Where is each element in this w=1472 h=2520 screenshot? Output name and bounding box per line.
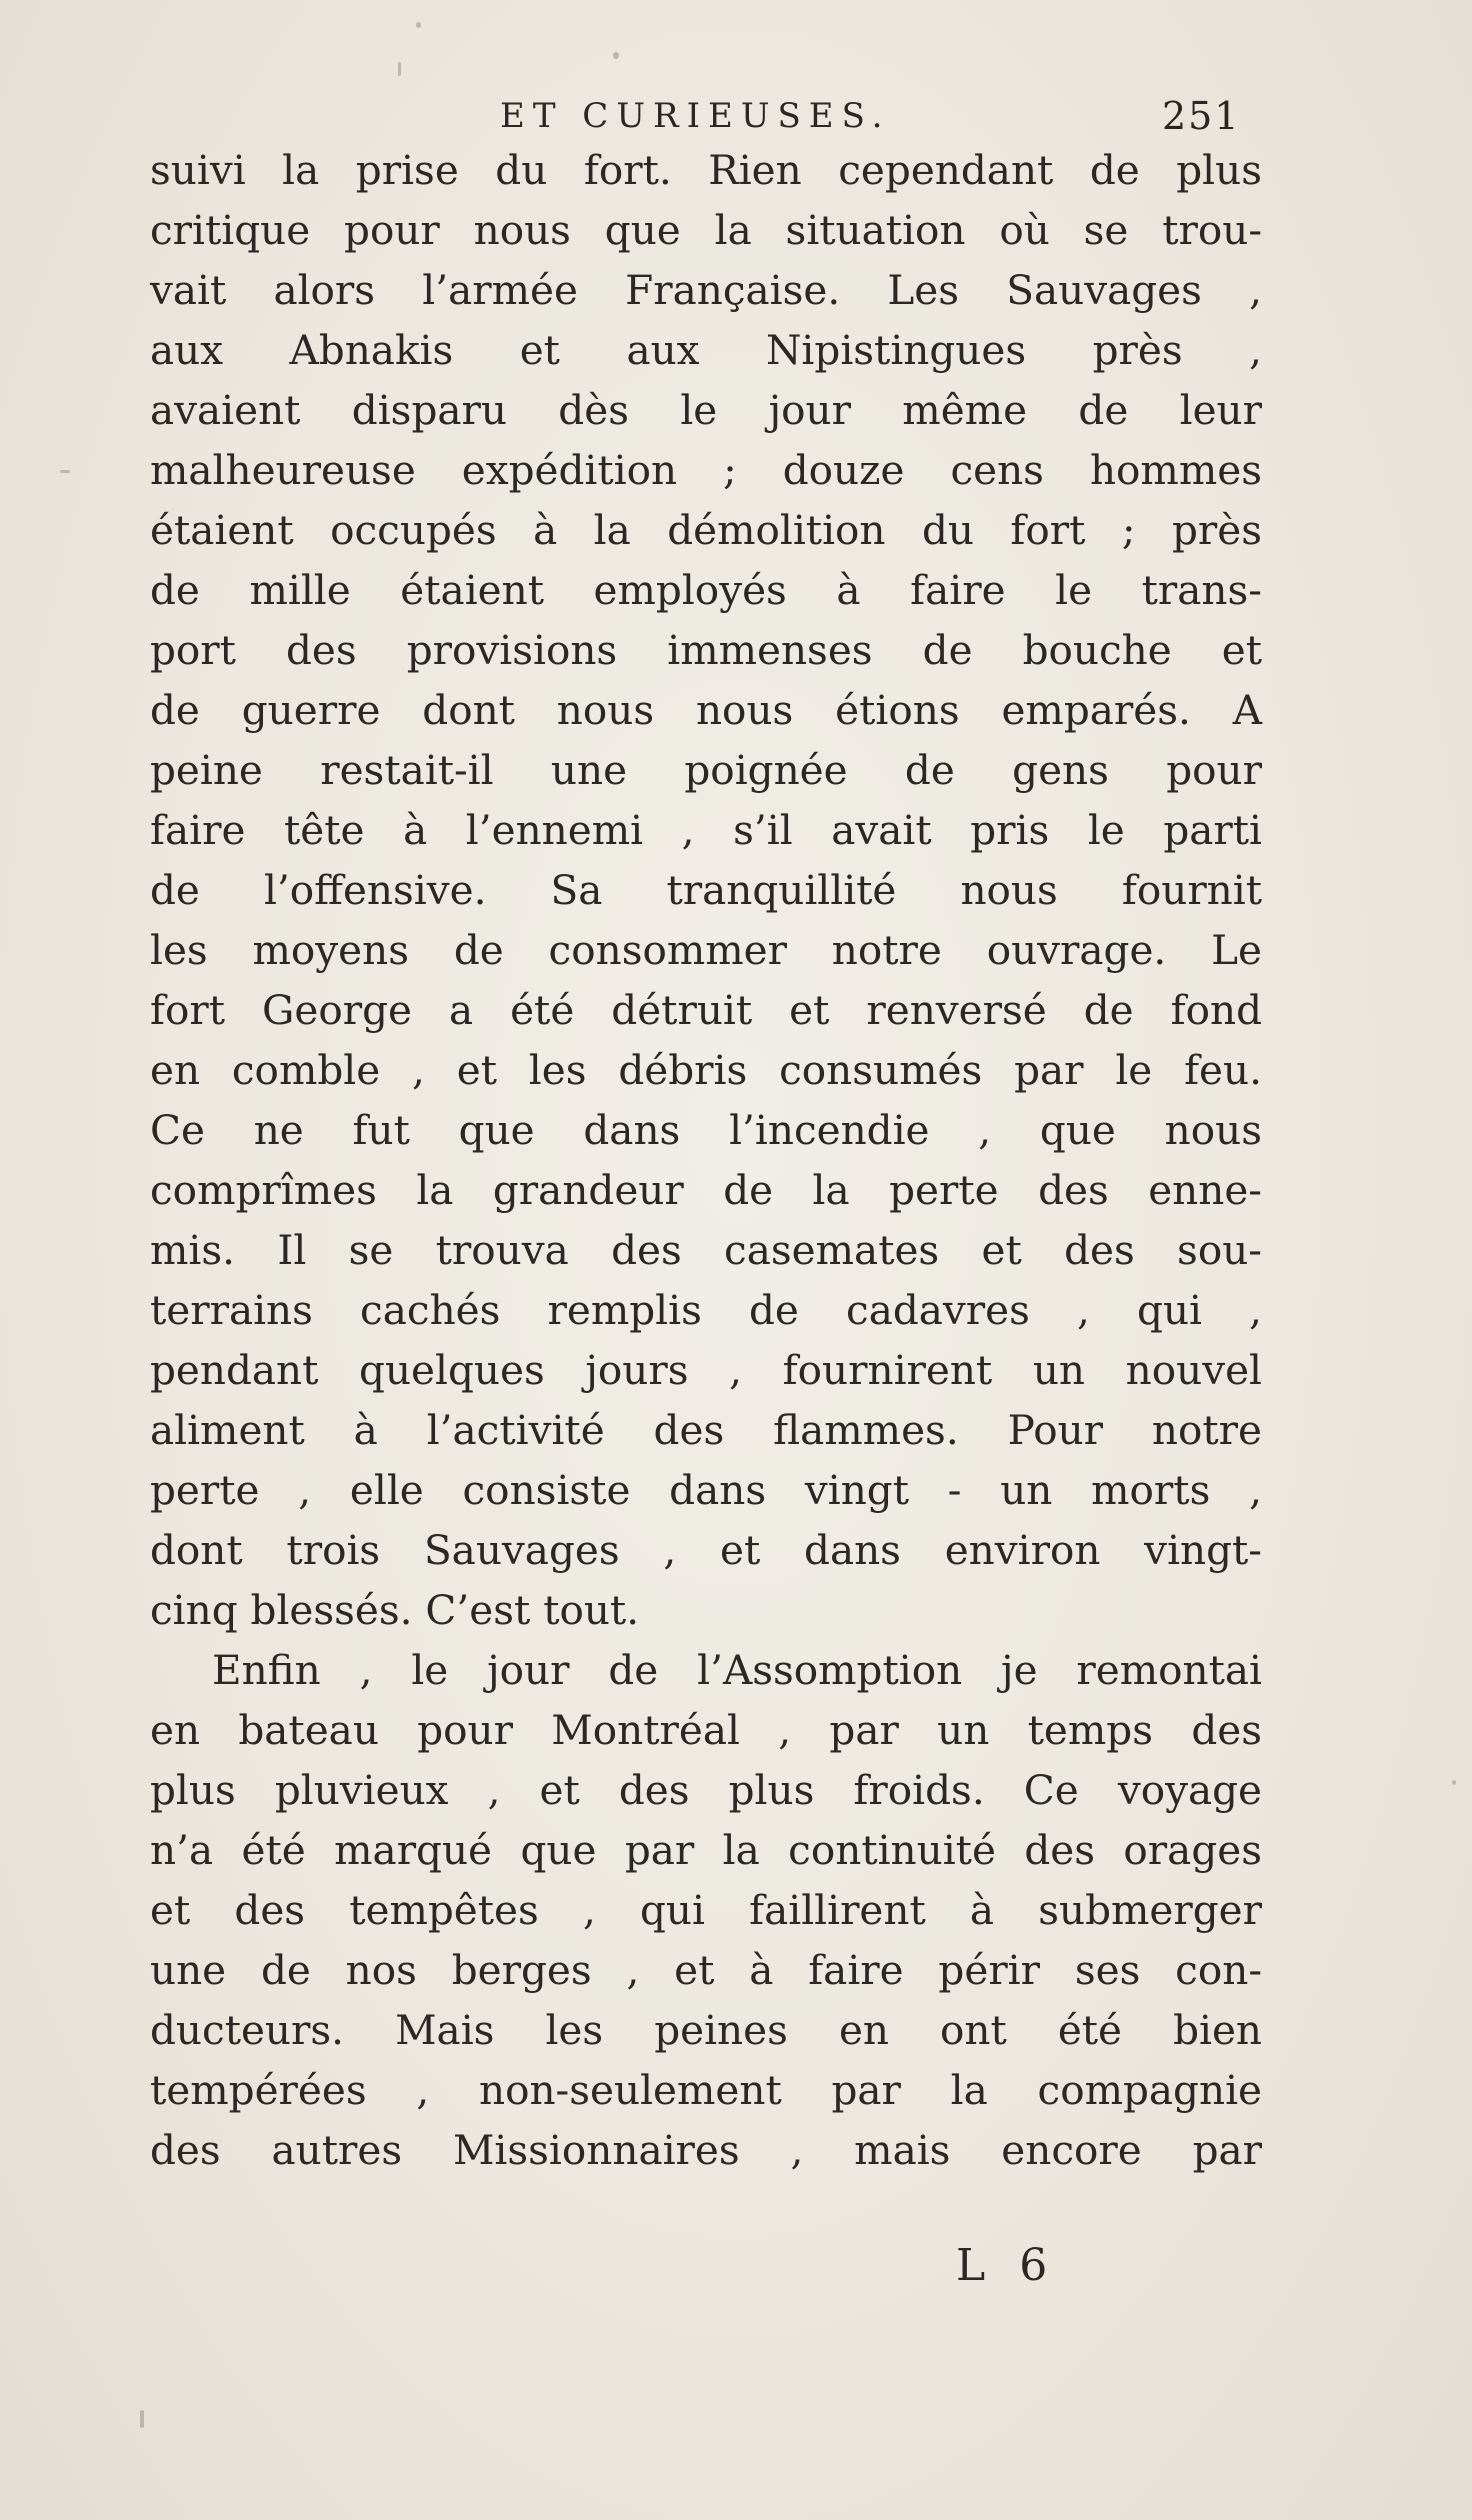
text-line: comprîmes la grandeur de la perte des enne- (150, 1166, 1262, 1214)
text-line: plus pluvieux , et des plus froids. Ce voyage (150, 1766, 1262, 1814)
paper-speck (60, 470, 70, 473)
text-line: en bateau pour Montréal , par un temps des (150, 1706, 1262, 1754)
text-line: perte , elle consiste dans vingt - un morts , (150, 1466, 1262, 1514)
signature-mark: L 6 (956, 2240, 1058, 2291)
text-line: peine restait-il une poignée de gens pour (150, 746, 1262, 794)
text-line: faire tête à l’ennemi , s’il avait pris le parti (150, 806, 1262, 854)
paper-speck (140, 2410, 144, 2428)
paper-speck (1452, 1780, 1456, 1785)
text-line: Ce ne fut que dans l’incendie , que nous (150, 1106, 1262, 1154)
text-line: aux Abnakis et aux Nipistingues près , (150, 326, 1262, 374)
text-line: de l’offensive. Sa tranquillité nous fournit (150, 866, 1262, 914)
text-line: suivi la prise du fort. Rien cependant de plus (150, 146, 1262, 194)
text-line: n’a été marqué que par la continuité des orages (150, 1826, 1262, 1874)
text-line: pendant quelques jours , fournirent un nouvel (150, 1346, 1262, 1394)
text-line: dont trois Sauvages , et dans environ vingt- (150, 1526, 1262, 1574)
paragraph-last-line: cinq blessés. C’est tout. (150, 1586, 640, 1634)
text-line: avaient disparu dès le jour même de leur (150, 386, 1262, 434)
text-line: vait alors l’armée Française. Les Sauvages , (150, 266, 1262, 314)
paper-speck (398, 62, 401, 76)
page-number: 251 (1162, 94, 1241, 138)
text-line: critique pour nous que la situation où se trou- (150, 206, 1262, 254)
text-line: des autres Missionnaires , mais encore par (150, 2126, 1262, 2174)
text-line: port des provisions immenses de bouche et (150, 626, 1262, 674)
text-line: mis. Il se trouva des casemates et des sou- (150, 1226, 1262, 1274)
running-head: ET CURIEUSES. (500, 96, 891, 136)
text-line: tempérées , non-seulement par la compagnie (150, 2066, 1262, 2114)
text-line: de guerre dont nous nous étions emparés. A (150, 686, 1262, 734)
text-line: étaient occupés à la démolition du fort ; près (150, 506, 1262, 554)
text-line: terrains cachés remplis de cadavres , qui , (150, 1286, 1262, 1334)
paper-speck (613, 52, 619, 59)
paragraph-first-line: Enfin , le jour de l’Assomption je remontai (212, 1646, 1262, 1694)
text-line: les moyens de consommer notre ouvrage. Le (150, 926, 1262, 974)
text-line: ducteurs. Mais les peines en ont été bien (150, 2006, 1262, 2054)
text-line: de mille étaient employés à faire le trans- (150, 566, 1262, 614)
text-line: malheureuse expédition ; douze cens hommes (150, 446, 1262, 494)
text-line: une de nos berges , et à faire périr ses con- (150, 1946, 1262, 1994)
page-header (0, 88, 1472, 148)
text-line: en comble , et les débris consumés par le feu. (150, 1046, 1262, 1094)
text-line: et des tempêtes , qui faillirent à submerger (150, 1886, 1262, 1934)
text-line: aliment à l’activité des flammes. Pour notre (150, 1406, 1262, 1454)
paper-speck (416, 22, 421, 28)
text-line: fort George a été détruit et renversé de fond (150, 986, 1262, 1034)
body-text (150, 140, 1262, 2180)
